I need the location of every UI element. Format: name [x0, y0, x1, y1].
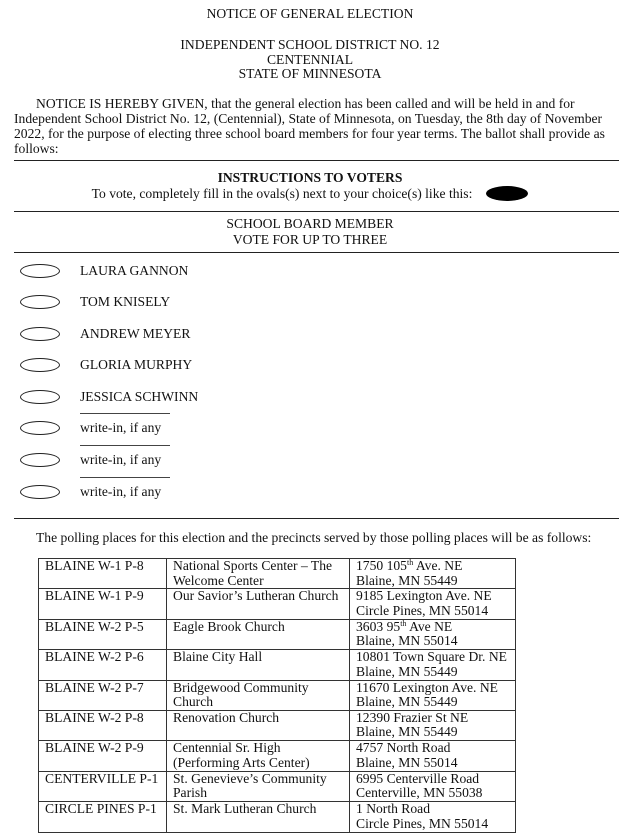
street-address	[356, 802, 511, 817]
polling-intro: The polling places for this election and the precincts served by those polling places will be as follows:	[36, 530, 592, 545]
candidate-row[interactable]	[20, 356, 320, 376]
table-row	[39, 680, 516, 710]
vote-oval[interactable]	[20, 390, 60, 404]
precinct: BLAINE W-1 P-8	[45, 558, 144, 573]
address-cell	[350, 680, 516, 710]
place-line-1: Renovation Church	[173, 709, 280, 725]
notice-title: NOTICE OF GENERAL ELECTION	[206, 6, 414, 21]
table-row	[39, 650, 516, 680]
polling-places-table	[38, 558, 516, 833]
street-address	[356, 741, 511, 756]
candidate-row[interactable]	[20, 325, 320, 345]
street-address	[356, 711, 511, 726]
state-name: STATE OF MINNESOTA	[238, 66, 382, 81]
address-cell	[350, 710, 516, 740]
office-subtitle: VOTE FOR UP TO THREE	[232, 232, 388, 247]
table-row	[39, 619, 516, 649]
table-row	[39, 710, 516, 740]
address-cell	[350, 559, 516, 589]
writein-line[interactable]	[80, 477, 170, 478]
street-address	[356, 772, 511, 787]
table-row	[39, 771, 516, 801]
street-number: 9185 Lexington Ave. NE	[356, 588, 492, 604]
place-line-1: National Sports Center – The	[173, 558, 333, 573]
place-line-1: Eagle Brook Church	[173, 618, 285, 634]
precinct-cell	[39, 589, 167, 619]
street-number: 10801 Town Square Dr. NE	[356, 649, 507, 665]
divider	[14, 518, 619, 519]
vote-oval[interactable]	[20, 485, 60, 499]
street-number: 6995 Centerville Road	[356, 770, 480, 786]
street-number: 12390 Frazier St NE	[356, 709, 469, 725]
address-cell	[350, 741, 516, 771]
precinct: BLAINE W-2 P-5	[45, 618, 144, 634]
address-cell	[350, 650, 516, 680]
place-line-1: Centennial Sr. High	[173, 740, 281, 756]
place-line-2: (Performing Arts Center)	[173, 754, 310, 770]
place-cell	[167, 802, 350, 832]
divider	[14, 160, 619, 161]
vote-oval[interactable]	[20, 453, 60, 467]
vote-oval[interactable]	[20, 327, 60, 341]
address-cell	[350, 619, 516, 649]
place-cell	[167, 619, 350, 649]
street-rest: Ave. NE	[413, 558, 463, 573]
city-state-zip: Blaine, MN 55014	[356, 633, 458, 649]
place-line-2: Parish	[173, 785, 207, 801]
precinct: BLAINE W-2 P-6	[45, 649, 144, 665]
writein-label: write-in, if any	[80, 452, 162, 467]
street-address	[356, 559, 511, 574]
city-state-zip: Blaine, MN 55449	[356, 724, 458, 740]
place-cell	[167, 741, 350, 771]
street-number: 1750 105	[356, 558, 407, 573]
precinct-cell	[39, 771, 167, 801]
address-cell	[350, 771, 516, 801]
candidate-name: LAURA GANNON	[80, 263, 189, 278]
place-cell	[167, 650, 350, 680]
street-address	[356, 681, 511, 696]
city-state-zip: Centerville, MN 55038	[356, 785, 483, 801]
divider	[14, 211, 619, 212]
table-row	[39, 559, 516, 589]
district-short-name: CENTENNIAL	[266, 52, 354, 67]
place-line-2: Church	[173, 694, 214, 710]
place-line-1: Blaine City Hall	[173, 649, 263, 665]
table-row	[39, 802, 516, 832]
divider	[14, 252, 619, 253]
writein-label: write-in, if any	[80, 420, 162, 435]
precinct: BLAINE W-2 P-8	[45, 709, 144, 725]
precinct: BLAINE W-1 P-9	[45, 588, 144, 604]
candidate-name: ANDREW MEYER	[80, 326, 191, 341]
place-cell	[167, 680, 350, 710]
precinct-cell	[39, 741, 167, 771]
address-cell	[350, 802, 516, 832]
street-rest: Ave NE	[406, 618, 453, 634]
street-address	[356, 589, 511, 604]
precinct-cell	[39, 650, 167, 680]
vote-oval[interactable]	[20, 358, 60, 372]
precinct-cell	[39, 710, 167, 740]
candidate-name: GLORIA MURPHY	[80, 357, 193, 372]
filled-oval-example	[486, 186, 528, 201]
table-row	[39, 589, 516, 619]
candidate-row[interactable]	[20, 388, 320, 408]
office-title: SCHOOL BOARD MEMBER	[226, 216, 394, 231]
street-number: 11670 Lexington Ave. NE	[356, 679, 498, 695]
precinct-cell	[39, 559, 167, 589]
notice-paragraph: NOTICE IS HEREBY GIVEN, that the general election has been called and will be held in and for Independent School District No. 12, (Centennial), State of Minnesota, on Tuesday, the 8th day of November 2022, for the purpose of electing three school board members for four year terms. The ballot shall provide as follows:	[14, 96, 605, 156]
city-state-zip: Blaine, MN 55449	[356, 694, 458, 710]
city-state-zip: Circle Pines, MN 55014	[356, 815, 489, 831]
precinct: CIRCLE PINES P-1	[45, 801, 157, 817]
ordinal-suffix: th	[400, 618, 407, 628]
place-cell	[167, 559, 350, 589]
instructions-title: INSTRUCTIONS TO VOTERS	[217, 170, 403, 185]
city-state-zip: Circle Pines, MN 55014	[356, 602, 489, 618]
table-row	[39, 741, 516, 771]
precinct: CENTERVILLE P-1	[45, 770, 159, 786]
candidate-row[interactable]	[20, 262, 320, 282]
vote-oval[interactable]	[20, 295, 60, 309]
place-line-1: St. Genevieve’s Community	[173, 770, 327, 786]
instructions-line	[0, 186, 620, 202]
place-line-1: Bridgewood Community	[173, 679, 309, 695]
candidate-name: JESSICA SCHWINN	[80, 389, 199, 404]
district-name: INDEPENDENT SCHOOL DISTRICT NO. 12	[180, 37, 440, 52]
street-number: 3603 95	[356, 618, 401, 634]
writein-row[interactable]	[20, 419, 320, 439]
place-cell	[167, 771, 350, 801]
candidate-row[interactable]	[20, 293, 320, 313]
street-number: 4757 North Road	[356, 740, 451, 756]
place-cell	[167, 710, 350, 740]
vote-oval[interactable]	[20, 421, 60, 435]
city-state-zip: Blaine, MN 55014	[356, 754, 458, 770]
place-line-1: St. Mark Lutheran Church	[173, 801, 317, 817]
precinct: BLAINE W-2 P-7	[45, 679, 144, 695]
precinct: BLAINE W-2 P-9	[45, 740, 144, 756]
writein-line[interactable]	[80, 445, 170, 446]
place-line-2: Welcome Center	[173, 572, 264, 588]
street-address	[356, 650, 511, 665]
vote-oval[interactable]	[20, 264, 60, 278]
ordinal-suffix: th	[406, 558, 414, 567]
writein-label: write-in, if any	[80, 484, 162, 499]
street-number: 1 North Road	[356, 801, 431, 817]
precinct-cell	[39, 680, 167, 710]
precinct-cell	[39, 619, 167, 649]
place-cell	[167, 589, 350, 619]
precinct-cell	[39, 802, 167, 832]
writein-row[interactable]	[20, 451, 320, 471]
address-cell	[350, 589, 516, 619]
street-address	[356, 620, 511, 635]
city-state-zip: Blaine, MN 55449	[356, 572, 458, 588]
place-line-1: Our Savior’s Lutheran Church	[173, 588, 339, 604]
city-state-zip: Blaine, MN 55449	[356, 663, 458, 679]
writein-row[interactable]	[20, 483, 320, 503]
writein-line[interactable]	[80, 413, 170, 414]
candidate-name: TOM KNISELY	[80, 294, 171, 309]
instructions-text: To vote, completely fill in the ovals(s) next to your choice(s) like this:	[91, 186, 473, 201]
